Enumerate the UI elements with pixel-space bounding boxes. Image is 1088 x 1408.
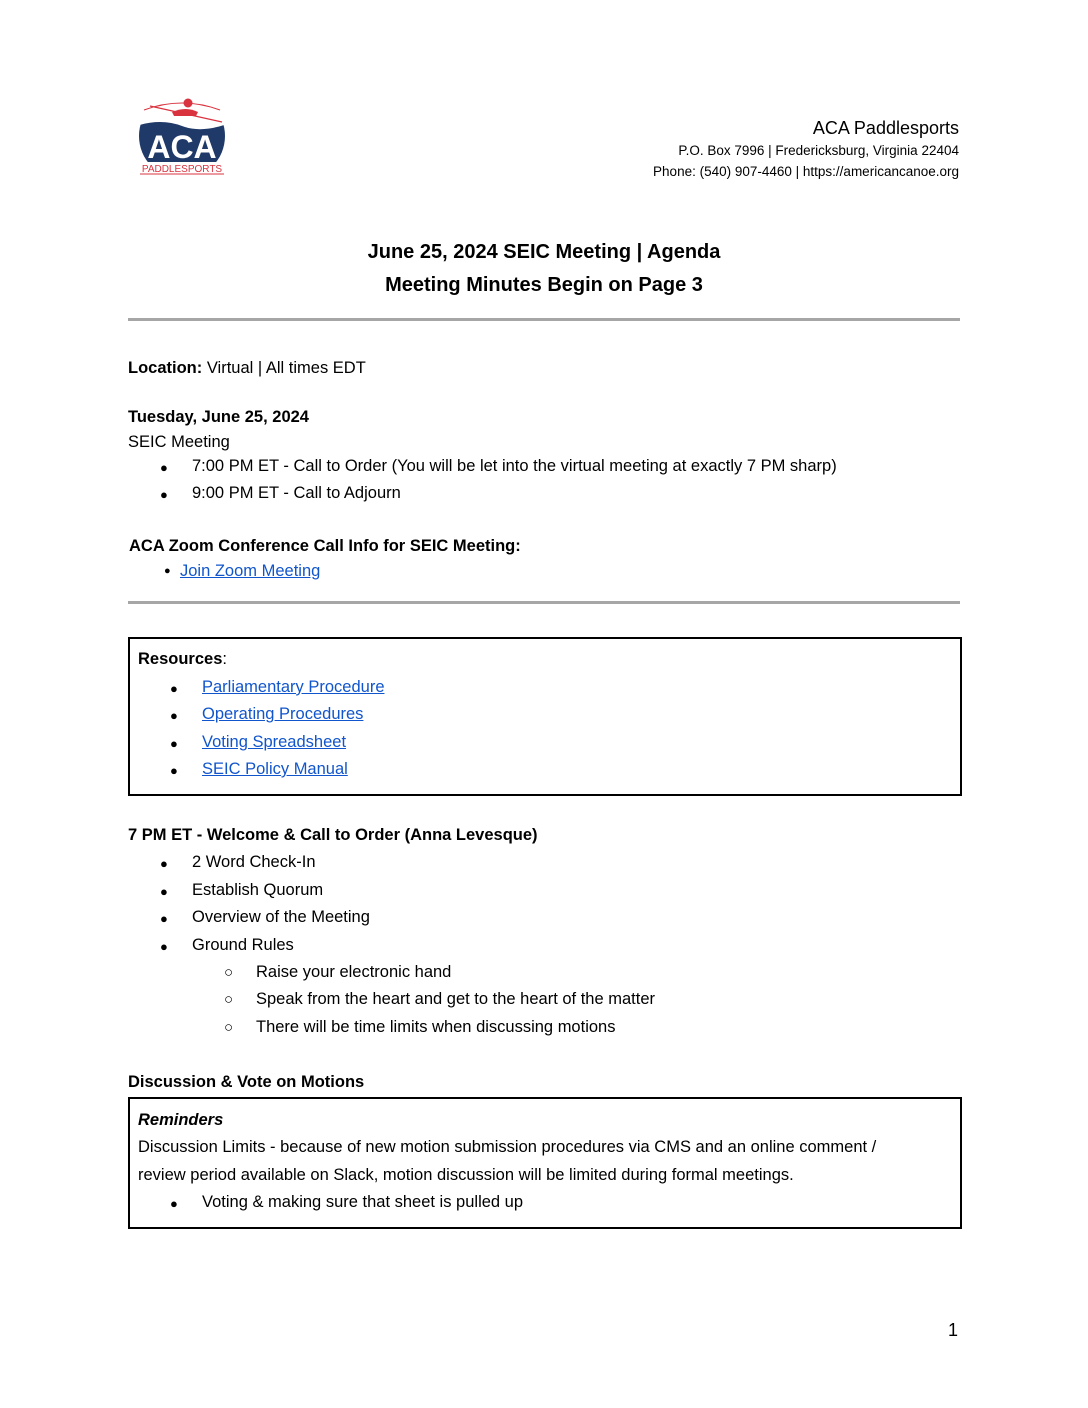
bullet-icon: ● bbox=[170, 708, 178, 723]
location-value: Virtual | All times EDT bbox=[202, 359, 366, 377]
bullet-icon: ● bbox=[170, 681, 178, 696]
welcome-heading: 7 PM ET - Welcome & Call to Order (Anna Levesque) bbox=[128, 826, 538, 844]
schedule-item: 7:00 PM ET - Call to Order (You will be let into the virtual meeting at exactly 7 PM sharp) bbox=[192, 457, 837, 475]
link-operating-procedures[interactable]: Operating Procedures bbox=[202, 705, 364, 723]
ground-rule-item: Speak from the heart and get to the heart of the matter bbox=[256, 990, 655, 1008]
org-contact-block bbox=[653, 116, 959, 182]
logo-text: ACA bbox=[147, 129, 217, 165]
schedule-item: 9:00 PM ET - Call to Adjourn bbox=[192, 484, 401, 502]
link-parliamentary-procedure[interactable]: Parliamentary Procedure bbox=[202, 678, 385, 696]
logo-subtext: PADDLESPORTS bbox=[141, 164, 223, 175]
org-contact: Phone: (540) 907-4460 | https://americancanoe.org bbox=[653, 164, 959, 179]
bullet-icon: ● bbox=[160, 884, 168, 899]
bullet-icon: ● bbox=[160, 487, 168, 502]
bullet-icon: ● bbox=[170, 736, 178, 751]
welcome-item: Overview of the Meeting bbox=[192, 908, 370, 926]
sub-bullet-icon: ○ bbox=[224, 1019, 234, 1036]
reminders-label: Reminders bbox=[138, 1111, 224, 1129]
resources-colon: : bbox=[222, 650, 227, 668]
bullet-icon: ● bbox=[160, 856, 168, 871]
reminders-text-line1: Discussion Limits - because of new motion submission procedures via CMS and an online comment / bbox=[138, 1138, 877, 1156]
org-address: P.O. Box 7996 | Fredericksburg, Virginia 22404 bbox=[678, 143, 959, 158]
document-title: June 25, 2024 SEIC Meeting | Agenda bbox=[367, 241, 721, 263]
reminders-text-line2: review period available on Slack, motion discussion will be limited during formal meetings. bbox=[138, 1166, 794, 1184]
link-voting-spreadsheet[interactable]: Voting Spreadsheet bbox=[202, 733, 347, 751]
welcome-item: 2 Word Check-In bbox=[192, 853, 316, 871]
bullet-icon: ● bbox=[160, 460, 168, 475]
schedule-date: Tuesday, June 25, 2024 bbox=[128, 408, 309, 426]
location-label: Location: bbox=[128, 359, 203, 377]
welcome-item: Ground Rules bbox=[192, 936, 294, 954]
schedule-event: SEIC Meeting bbox=[128, 433, 230, 451]
ground-rule-item: There will be time limits when discussing motions bbox=[256, 1018, 616, 1036]
bullet-icon: ● bbox=[170, 1196, 178, 1211]
sub-bullet-icon: ○ bbox=[224, 964, 234, 981]
aca-logo bbox=[136, 92, 232, 178]
resources-heading bbox=[138, 648, 227, 670]
document-subtitle: Meeting Minutes Begin on Page 3 bbox=[385, 274, 703, 296]
page-number: 1 bbox=[948, 1320, 959, 1340]
ground-rule-item: Raise your electronic hand bbox=[256, 963, 452, 981]
bullet-icon: ● bbox=[170, 763, 178, 778]
location-line bbox=[128, 357, 366, 379]
join-zoom-link[interactable]: Join Zoom Meeting bbox=[180, 562, 321, 580]
zoom-heading: ACA Zoom Conference Call Info for SEIC Meeting: bbox=[129, 537, 521, 555]
bullet-icon: ● bbox=[160, 939, 168, 954]
link-seic-policy-manual[interactable]: SEIC Policy Manual bbox=[202, 760, 348, 778]
sub-bullet-icon: ○ bbox=[224, 991, 234, 1008]
divider bbox=[128, 318, 960, 321]
resources-label: Resources bbox=[138, 650, 223, 668]
org-name: ACA Paddlesports bbox=[812, 118, 959, 138]
motions-heading: Discussion & Vote on Motions bbox=[128, 1073, 365, 1091]
aca-logo-icon bbox=[136, 92, 232, 178]
reminders-bullet: Voting & making sure that sheet is pulled up bbox=[202, 1193, 524, 1211]
bullet-icon: ● bbox=[160, 911, 168, 926]
divider bbox=[128, 601, 960, 604]
welcome-item: Establish Quorum bbox=[192, 881, 324, 899]
bullet-icon: ● bbox=[164, 565, 171, 577]
